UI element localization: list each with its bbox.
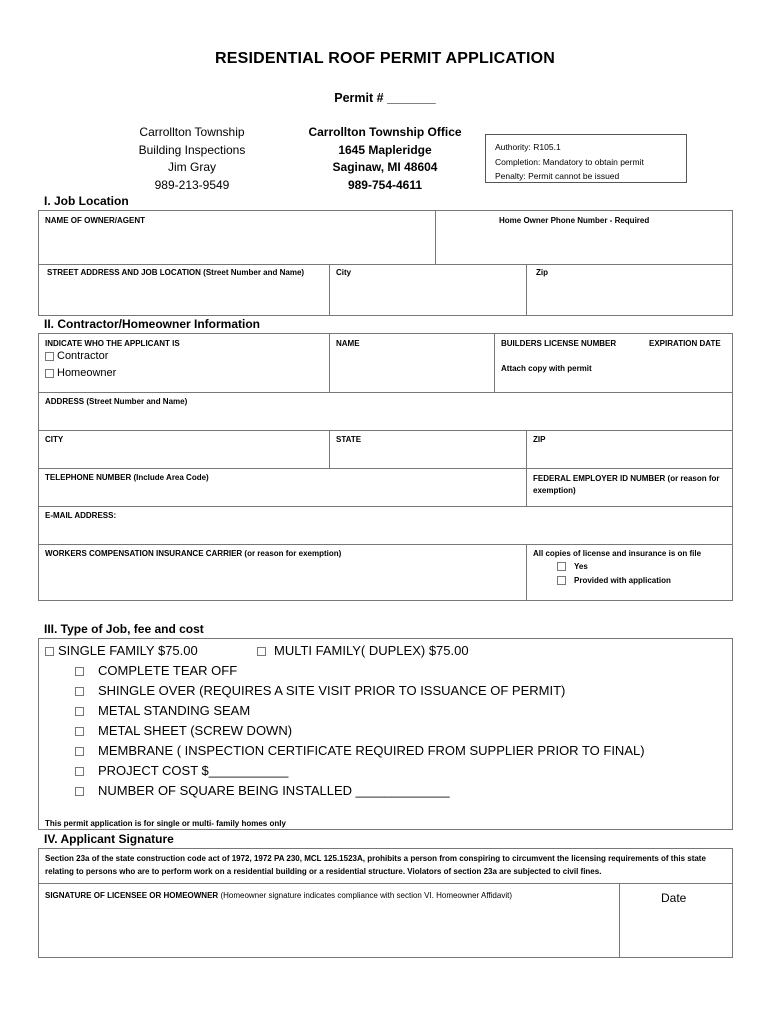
contractor-address-field[interactable]: ADDRESS (Street Number and Name) (45, 397, 188, 406)
telephone-field[interactable]: TELEPHONE NUMBER (Include Area Code) (45, 473, 209, 482)
contractor-name-field[interactable]: NAME (336, 339, 360, 348)
multi-family-label: MULTI FAMILY( DUPLEX) $75.00 (274, 643, 469, 658)
inspector-contact (112, 124, 272, 194)
contractor-state-field[interactable]: STATE (336, 435, 362, 444)
completion-line: Completion: Mandatory to obtain permit (495, 156, 644, 167)
contractor-checkbox[interactable] (45, 352, 54, 361)
authority-line: Authority: R105.1 (495, 142, 561, 152)
job-option[interactable] (75, 741, 645, 761)
authority-box (485, 134, 687, 183)
homeowner-option[interactable] (45, 367, 116, 379)
signature-field[interactable] (45, 891, 512, 900)
multi-family-option[interactable] (257, 643, 469, 658)
expiration-date-field[interactable]: EXPIRATION DATE (649, 339, 721, 348)
job-option-label: METAL SHEET (SCREW DOWN) (98, 723, 293, 738)
project-cost-label: PROJECT COST $___________ (98, 763, 289, 778)
zip-field[interactable]: Zip (536, 268, 548, 277)
job-option[interactable] (75, 721, 292, 741)
signature-note: (Homeowner signature indicates compliance with section VI. Homeowner Affidavit) (220, 891, 512, 900)
provided-checkbox[interactable] (557, 576, 566, 585)
multi-family-checkbox[interactable] (257, 647, 266, 656)
indicate-applicant-label: INDICATE WHO THE APPLICANT IS (45, 339, 180, 348)
squares-option[interactable] (75, 781, 450, 801)
section-job-type-heading: III. Type of Job, fee and cost (44, 622, 204, 636)
office-line: Saginaw, MI 48604 (332, 160, 438, 174)
email-field[interactable]: E-MAIL ADDRESS: (45, 511, 117, 520)
section-contractor-heading: II. Contractor/Homeowner Information (44, 317, 261, 331)
owner-phone-field[interactable]: Home Owner Phone Number - Required (499, 216, 650, 225)
contractor-table (38, 333, 733, 601)
job-option-label: MEMBRANE ( INSPECTION CERTIFICATE REQUIRED FROM SUPPLIER PRIOR TO FINAL) (98, 743, 645, 758)
job-option-checkbox[interactable] (75, 667, 84, 676)
yes-option[interactable] (557, 562, 588, 571)
office-line: 989-754-4611 (347, 177, 423, 192)
fein-field[interactable]: FEDERAL EMPLOYER ID NUMBER (or reason for exemption) (533, 474, 720, 495)
project-cost-option[interactable] (75, 761, 288, 781)
license-number-field[interactable]: BUILDERS LICENSE NUMBER (501, 339, 617, 348)
office-line: 1645 Mapleridge (338, 142, 432, 157)
penalty-line: Penalty: Permit cannot be issued (495, 171, 620, 181)
signature-table (38, 848, 733, 958)
street-address-field[interactable]: STREET ADDRESS AND JOB LOCATION (Street Number and Name) (47, 268, 305, 277)
job-option-label: METAL STANDING SEAM (98, 703, 251, 718)
squares-label: NUMBER OF SQUARE BEING INSTALLED _____________ (98, 783, 450, 798)
job-option[interactable] (75, 681, 565, 701)
contact-line: 989-213-9549 (154, 177, 230, 192)
single-family-checkbox[interactable] (45, 647, 54, 656)
office-address (295, 124, 475, 194)
provided-option-label: Provided with application (574, 576, 671, 585)
owner-name-field[interactable]: NAME OF OWNER/AGENT (45, 216, 145, 225)
yes-checkbox[interactable] (557, 562, 566, 571)
office-line: Carrollton Township Office (308, 125, 462, 139)
job-option-label: COMPLETE TEAR OFF (98, 663, 238, 678)
yes-option-label: Yes (574, 562, 588, 571)
homeowner-option-label: Homeowner (57, 367, 117, 379)
contractor-city-field[interactable]: CITY (45, 435, 64, 444)
contact-line: Building Inspections (138, 142, 246, 157)
job-option[interactable] (75, 701, 250, 721)
copies-on-file-label: All copies of license and insurance is on file (533, 549, 702, 558)
single-family-option[interactable] (45, 643, 198, 658)
contractor-option-label: Contractor (57, 350, 109, 362)
signature-label: SIGNATURE OF LICENSEE OR HOMEOWNER (45, 891, 219, 900)
legal-notice: Section 23a of the state construction code act of 1972, 1972 PA 230, MCL 125.1523A, prohibits a person from conspiring to circumvent the licensing requirements of this state relating to persons who are to perform work on a residential building or a residential structure. Violators of section 23a are subjected to civil fines. (45, 854, 706, 876)
job-option-checkbox[interactable] (75, 687, 84, 696)
contact-line: Jim Gray (168, 160, 216, 174)
provided-option[interactable] (557, 576, 671, 585)
contractor-zip-field[interactable]: ZIP (533, 435, 546, 444)
attach-copy-note: Attach copy with permit (501, 364, 592, 373)
contact-line: Carrollton Township (139, 125, 245, 139)
job-location-table (38, 210, 733, 316)
job-option-checkbox[interactable] (75, 747, 84, 756)
job-type-box (38, 638, 733, 830)
date-field[interactable]: Date (661, 891, 687, 905)
contractor-option[interactable] (45, 350, 108, 362)
workers-comp-field[interactable]: WORKERS COMPENSATION INSURANCE CARRIER (or reason for exemption) (45, 549, 342, 558)
city-field[interactable]: City (336, 268, 352, 277)
permit-number: Permit # _______ (334, 91, 436, 105)
section-signature-heading: IV. Applicant Signature (44, 832, 174, 846)
job-option[interactable] (75, 661, 237, 681)
project-cost-checkbox[interactable] (75, 767, 84, 776)
single-family-label: SINGLE FAMILY $75.00 (58, 643, 198, 658)
page-title: RESIDENTIAL ROOF PERMIT APPLICATION (214, 50, 556, 67)
homeowner-checkbox[interactable] (45, 369, 54, 378)
squares-checkbox[interactable] (75, 787, 84, 796)
single-multi-family-note: This permit application is for single or multi- family homes only (45, 819, 286, 828)
section-job-location-heading: I. Job Location (44, 194, 129, 208)
job-option-checkbox[interactable] (75, 707, 84, 716)
job-option-checkbox[interactable] (75, 727, 84, 736)
job-option-label: SHINGLE OVER (REQUIRES A SITE VISIT PRIOR TO ISSUANCE OF PERMIT) (98, 683, 566, 698)
